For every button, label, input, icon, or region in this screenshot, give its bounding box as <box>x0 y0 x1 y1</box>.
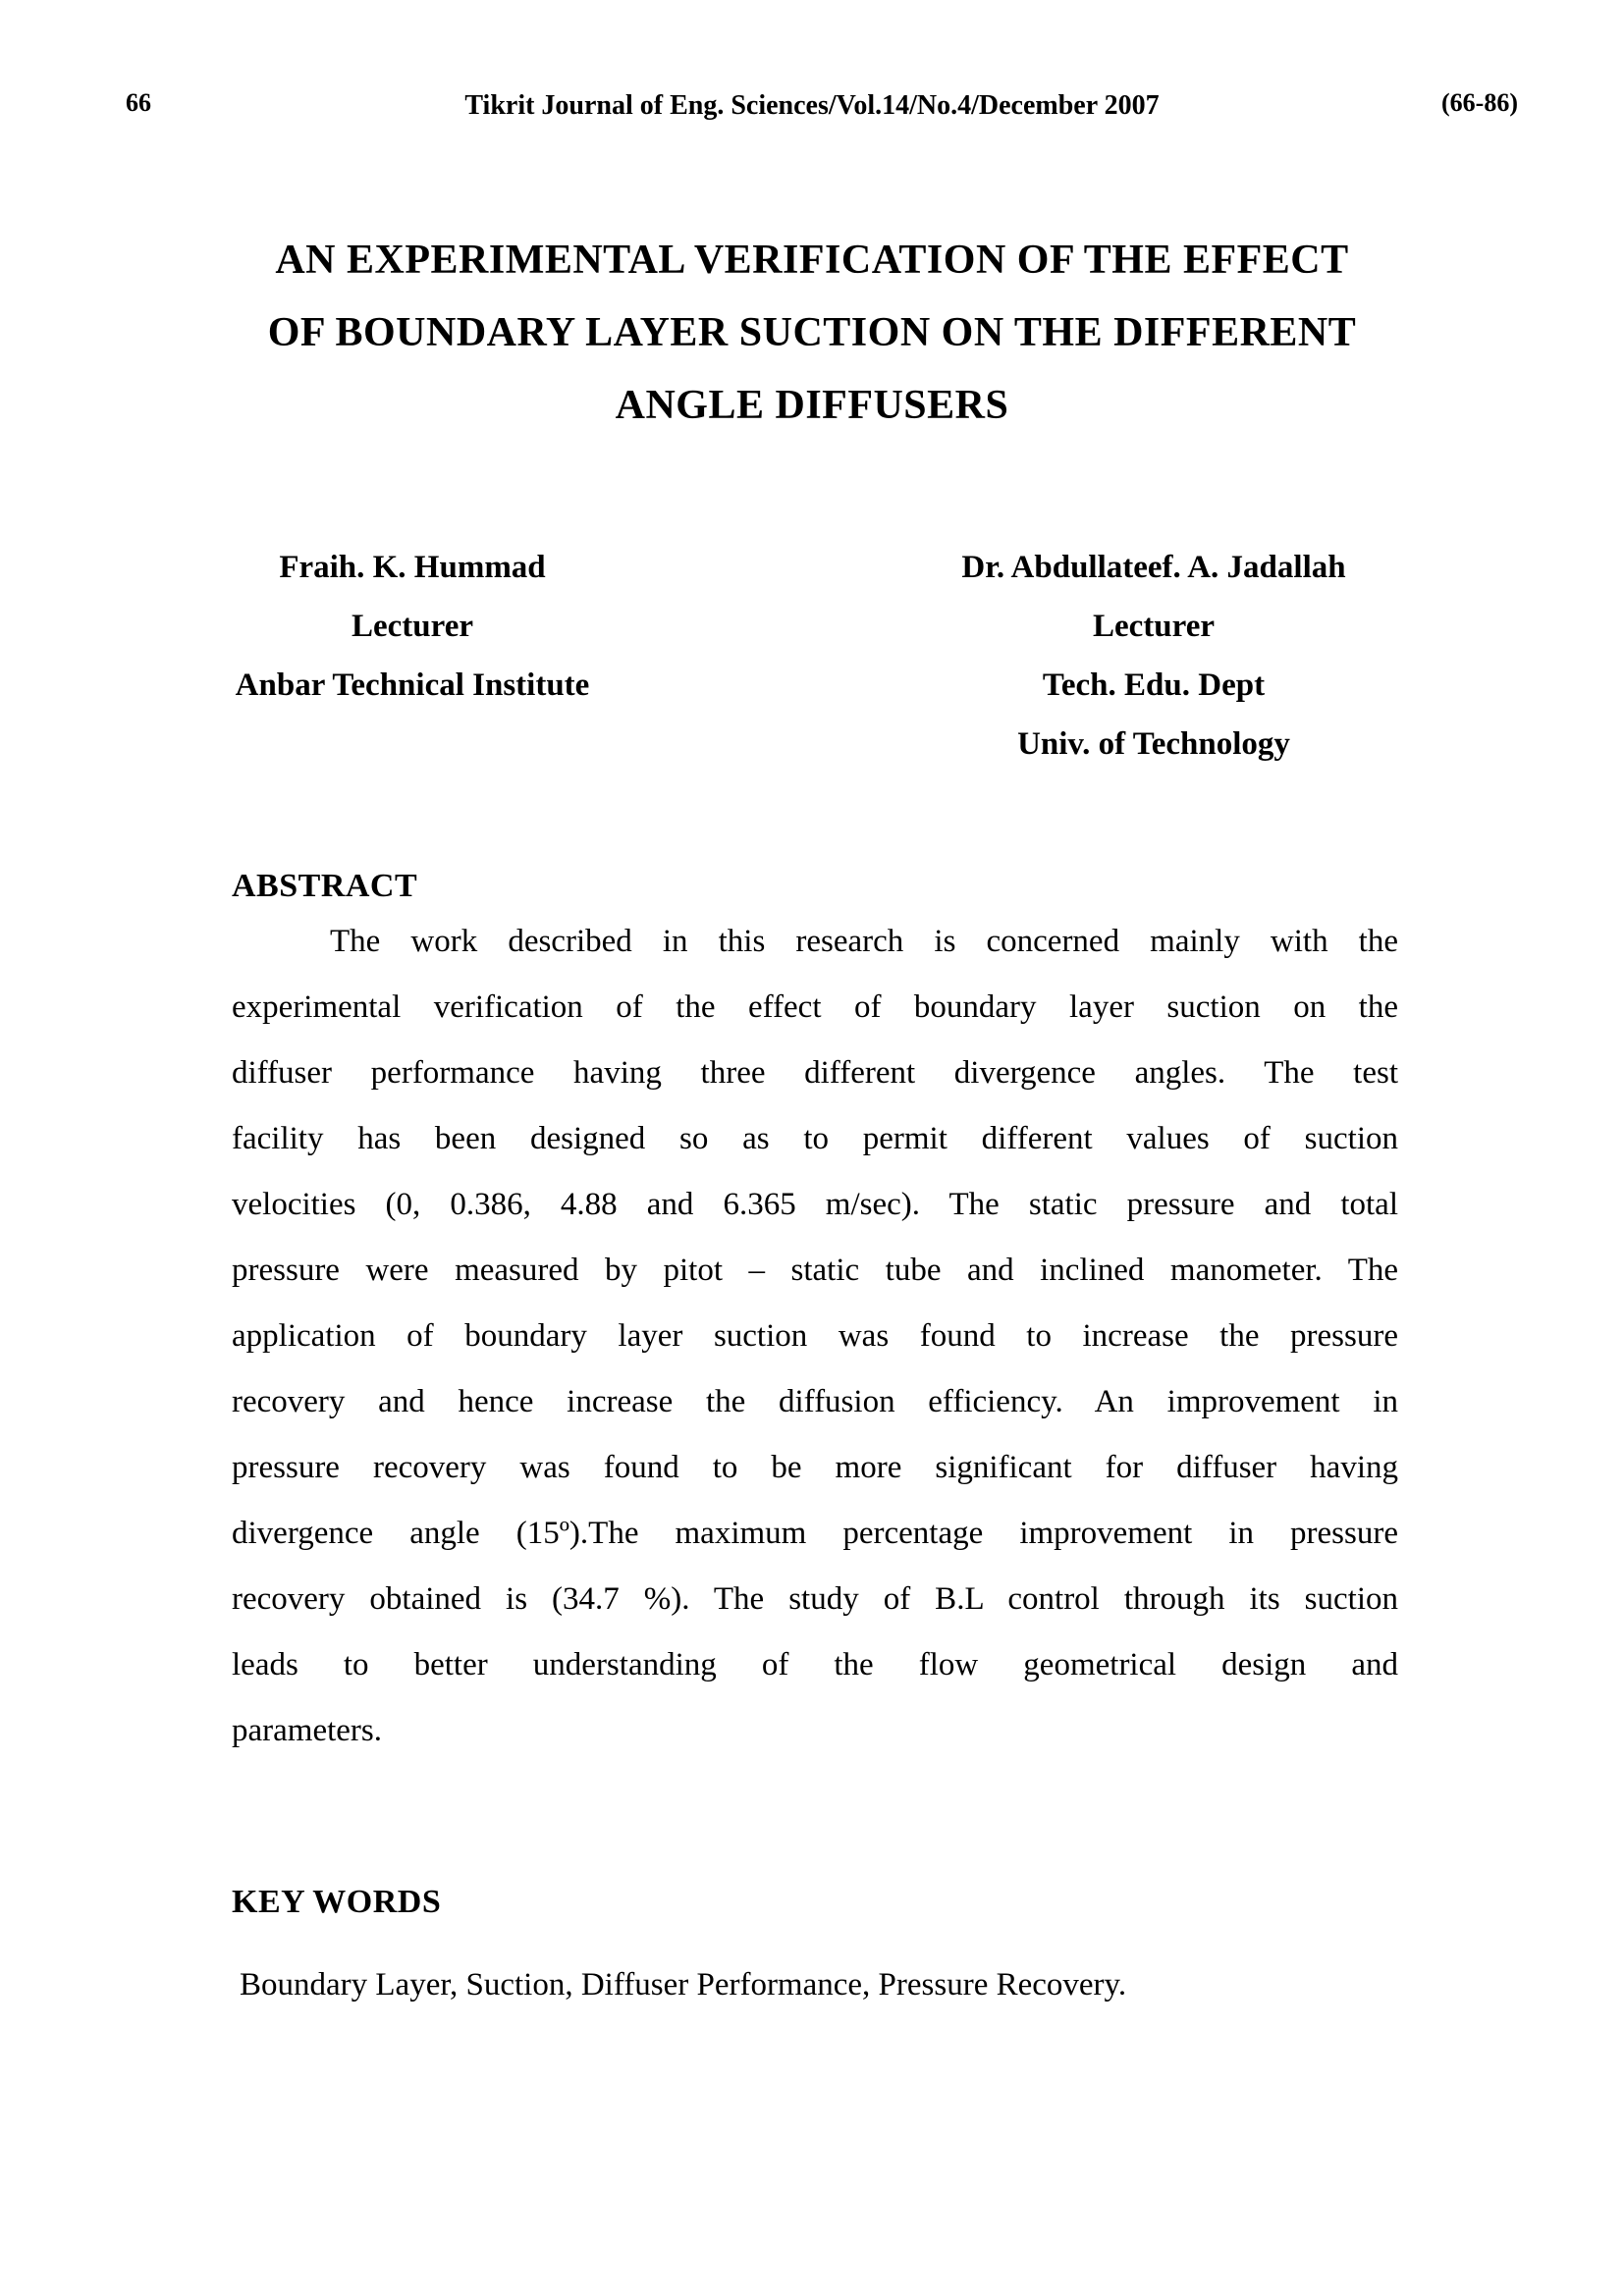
abstract-line: recovery and hence increase the diffusion efficiency. An improvement in <box>232 1384 1398 1419</box>
abstract-line: facility has been designed so as to permit different values of suction <box>232 1121 1398 1156</box>
author-left-role: Lecturer <box>352 609 473 644</box>
abstract-line: pressure were measured by pitot – static tube and inclined manometer. The <box>232 1253 1398 1288</box>
author-right <box>874 538 1434 774</box>
author-right-name: Dr. Abdullateef. A. Jadallah <box>961 550 1346 585</box>
abstract-line: pressure recovery was found to be more significant for diffuser having <box>232 1450 1398 1485</box>
author-left-name: Fraih. K. Hummad <box>279 550 546 585</box>
page-number: 66 <box>126 88 151 117</box>
abstract-line: recovery obtained is (34.7 %). The study of B.L control through its suction <box>232 1581 1398 1617</box>
authors-block <box>0 538 1624 783</box>
abstract-line: application of boundary layer suction was found to increase the pressure <box>232 1318 1398 1354</box>
keywords-heading: KEY WORDS <box>232 1884 442 1920</box>
author-right-department: Tech. Edu. Dept <box>1042 667 1266 703</box>
author-right-affiliation: Univ. of Technology <box>1017 726 1290 762</box>
paper-title-line-2: OF BOUNDARY LAYER SUCTION ON THE DIFFERENT <box>267 310 1357 355</box>
abstract-line: leads to better understanding of the flow geometrical design and <box>232 1647 1398 1682</box>
abstract-line: The work described in this research is concerned mainly with the <box>330 924 1398 959</box>
paper-title <box>0 224 1624 442</box>
abstract-line: parameters. <box>232 1713 382 1748</box>
journal-citation: Tikrit Journal of Eng. Sciences/Vol.14/No.4/December 2007 <box>464 90 1160 121</box>
author-left <box>167 538 658 715</box>
running-header <box>0 88 1624 128</box>
abstract-line: diffuser performance having three different divergence angles. The test <box>232 1055 1398 1091</box>
paper-title-line-3: ANGLE DIFFUSERS <box>615 383 1009 428</box>
keywords-text: Boundary Layer, Suction, Diffuser Performance, Pressure Recovery. <box>240 1967 1127 2002</box>
paper-title-line-1: AN EXPERIMENTAL VERIFICATION OF THE EFFECT <box>275 238 1349 283</box>
abstract-line: velocities (0, 0.386, 4.88 and 6.365 m/sec). The static pressure and total <box>232 1187 1398 1222</box>
abstract-line: divergence angle (15º).The maximum percentage improvement in pressure <box>232 1516 1398 1551</box>
pages-range: (66-86) <box>1441 88 1518 117</box>
author-right-role: Lecturer <box>1093 609 1215 644</box>
abstract-body <box>232 909 1398 1764</box>
abstract-heading: ABSTRACT <box>232 868 418 904</box>
abstract-line: experimental verification of the effect of boundary layer suction on the <box>232 989 1398 1025</box>
author-left-affiliation: Anbar Technical Institute <box>235 667 590 703</box>
